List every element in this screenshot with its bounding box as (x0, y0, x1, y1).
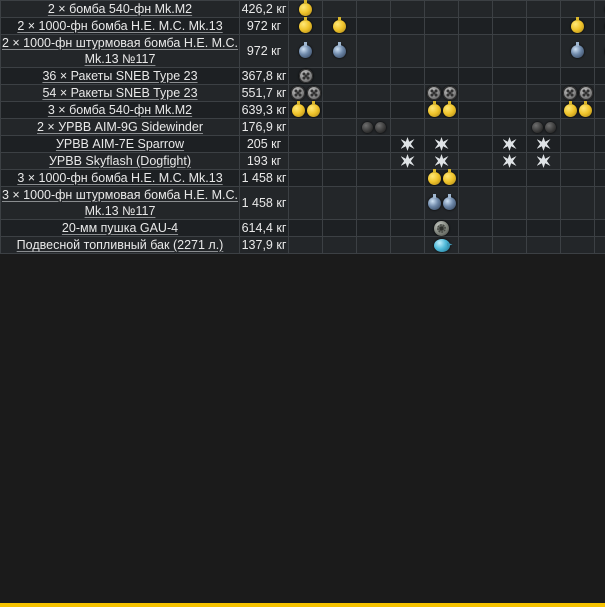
pylon-slot-2[interactable] (323, 153, 357, 170)
radarmissile-icon (537, 154, 551, 168)
rocket-icon (291, 86, 305, 100)
weapon-name-label: 2 × 1000-фн штурмовая бомба H.E. M.C. Mk.13 №117 (1, 36, 239, 66)
weapon-name-cell[interactable] (1, 220, 240, 237)
pylon-slot-3[interactable] (357, 18, 391, 35)
pylon-slot-1[interactable] (289, 170, 323, 187)
pylon-slot-5[interactable] (425, 35, 459, 68)
pylon-slot-4[interactable] (391, 68, 425, 85)
pylon-slot-1[interactable] (289, 18, 323, 35)
radarmissile-icon (401, 154, 415, 168)
slot-icon-group (561, 45, 594, 58)
pylon-slot-5[interactable] (425, 220, 459, 237)
pylon-slot-10[interactable] (595, 220, 605, 237)
radarmissile-icon (503, 154, 517, 168)
weapon-name-label: 3 × 1000-фн штурмовая бомба H.E. M.C. Mk.13 №117 (1, 188, 239, 218)
abomb-icon (299, 45, 312, 58)
pylon-slot-9[interactable] (561, 237, 595, 254)
pylon-slot-6[interactable] (459, 119, 493, 136)
bomb-icon (443, 104, 456, 117)
pylon-slot-7[interactable] (493, 187, 527, 220)
slot-icon-group (425, 86, 458, 100)
pylon-slot-5[interactable] (425, 170, 459, 187)
pylon-slot-6[interactable] (459, 18, 493, 35)
slot-icon-group (425, 197, 458, 210)
pylon-slot-3[interactable] (357, 153, 391, 170)
pylon-slot-9[interactable] (561, 85, 595, 102)
table-row[interactable] (1, 220, 605, 237)
pylon-slot-10[interactable] (595, 187, 605, 220)
radarmissile-icon (537, 137, 551, 151)
pylon-slot-9[interactable] (561, 35, 595, 68)
table-row[interactable] (1, 35, 605, 68)
rocket-icon (427, 86, 441, 100)
pylon-slot-9[interactable] (561, 136, 595, 153)
slot-icon-group (425, 172, 458, 185)
weapon-name-cell[interactable] (1, 102, 240, 119)
weapon-mass-cell: 972 кг (240, 35, 289, 68)
table-row[interactable] (1, 1, 605, 18)
rocket-icon (307, 86, 321, 100)
pylon-slot-1[interactable] (289, 102, 323, 119)
pylon-slot-5[interactable] (425, 18, 459, 35)
slot-icon-group (527, 137, 560, 151)
slot-icon-group (561, 104, 594, 117)
weapon-name-cell[interactable] (1, 85, 240, 102)
weapon-mass-cell: 972 кг (240, 18, 289, 35)
bomb-icon (428, 104, 441, 117)
pylon-slot-9[interactable] (561, 119, 595, 136)
pylon-slot-3[interactable] (357, 1, 391, 18)
pylon-slot-10[interactable] (595, 153, 605, 170)
pylon-slot-2[interactable] (323, 237, 357, 254)
pylon-slot-7[interactable] (493, 18, 527, 35)
pylon-slot-4[interactable] (391, 237, 425, 254)
weapon-mass-cell: 639,3 кг (240, 102, 289, 119)
pylon-slot-3[interactable] (357, 187, 391, 220)
slot-icon-group (289, 69, 322, 83)
slot-icon-group (561, 86, 594, 100)
pylon-slot-7[interactable] (493, 220, 527, 237)
radarmissile-icon (435, 137, 449, 151)
weapon-name-label: 3 × бомба 540-фн Mk.M2 (47, 103, 193, 117)
pylon-slot-3[interactable] (357, 119, 391, 136)
pylon-slot-8[interactable] (527, 170, 561, 187)
pylon-slot-1[interactable] (289, 237, 323, 254)
weapon-mass-cell: 205 кг (240, 136, 289, 153)
pylon-slot-3[interactable] (357, 102, 391, 119)
rocket-icon (563, 86, 577, 100)
weapon-name-cell[interactable] (1, 237, 240, 254)
pylon-slot-1[interactable] (289, 1, 323, 18)
pylon-slot-7[interactable] (493, 136, 527, 153)
slot-icon-group (493, 137, 526, 151)
slot-icon-group (425, 221, 458, 236)
pylon-slot-8[interactable] (527, 237, 561, 254)
weapon-name-cell[interactable] (1, 153, 240, 170)
pylon-slot-8[interactable] (527, 85, 561, 102)
pylon-slot-5[interactable] (425, 102, 459, 119)
pylon-slot-10[interactable] (595, 18, 605, 35)
tank-icon (434, 239, 450, 252)
weapon-name-label: 2 × бомба 540-фн Mk.M2 (47, 2, 193, 16)
pylon-slot-6[interactable] (459, 1, 493, 18)
pylon-slot-4[interactable] (391, 35, 425, 68)
slot-icon-group (289, 104, 322, 117)
pylon-slot-6[interactable] (459, 187, 493, 220)
pylon-slot-10[interactable] (595, 102, 605, 119)
slot-icon-group (527, 122, 560, 133)
pylon-slot-7[interactable] (493, 102, 527, 119)
weapon-name-label: Подвесной топливный бак (2271 л.) (16, 238, 224, 252)
slot-icon-group (595, 20, 605, 33)
slot-icon-group (289, 20, 322, 33)
table-row[interactable] (1, 170, 605, 187)
table-row[interactable] (1, 18, 605, 35)
weapon-name-label: 20-мм пушка GAU-4 (61, 221, 179, 235)
accent-bottom-bar (0, 603, 605, 607)
weapon-name-cell[interactable] (1, 119, 240, 136)
pylon-slot-6[interactable] (459, 170, 493, 187)
pylon-slot-10[interactable] (595, 85, 605, 102)
weapon-name-cell[interactable] (1, 136, 240, 153)
pylon-slot-3[interactable] (357, 85, 391, 102)
weapon-name-cell[interactable] (1, 170, 240, 187)
slot-icon-group (561, 20, 594, 33)
pylon-slot-7[interactable] (493, 1, 527, 18)
slot-icon-group (425, 104, 458, 117)
weapon-mass-cell: 426,2 кг (240, 1, 289, 18)
pylon-slot-2[interactable] (323, 187, 357, 220)
pylon-slot-10[interactable] (595, 119, 605, 136)
radarmissile-icon (401, 137, 415, 151)
abomb-icon (571, 45, 584, 58)
pylon-slot-3[interactable] (357, 220, 391, 237)
pylon-slot-8[interactable] (527, 187, 561, 220)
table-row[interactable] (1, 153, 605, 170)
pylon-slot-4[interactable] (391, 1, 425, 18)
bomb-icon (428, 172, 441, 185)
weapon-name-label: 3 × 1000-фн бомба H.E. M.C. Mk.13 (17, 171, 223, 185)
pylon-slot-1[interactable] (289, 187, 323, 220)
pylon-slot-2[interactable] (323, 136, 357, 153)
slot-icon-group (323, 45, 356, 58)
table-row[interactable] (1, 85, 605, 102)
pylon-slot-5[interactable] (425, 237, 459, 254)
slot-icon-group (493, 154, 526, 168)
table-row[interactable] (1, 119, 605, 136)
pylon-slot-7[interactable] (493, 35, 527, 68)
pylon-slot-9[interactable] (561, 1, 595, 18)
pylon-slot-6[interactable] (459, 237, 493, 254)
pylon-slot-2[interactable] (323, 102, 357, 119)
rocket-icon (299, 69, 313, 83)
slot-icon-group (425, 154, 458, 168)
weapon-mass-cell: 614,4 кг (240, 220, 289, 237)
irmissile-icon (375, 122, 386, 133)
slot-icon-group (527, 154, 560, 168)
pylon-slot-10[interactable] (595, 170, 605, 187)
loadout-table-body (1, 1, 605, 254)
pylon-slot-4[interactable] (391, 187, 425, 220)
pylon-slot-8[interactable] (527, 68, 561, 85)
pylon-slot-9[interactable] (561, 102, 595, 119)
rocket-icon (579, 86, 593, 100)
pylon-slot-8[interactable] (527, 153, 561, 170)
pylon-slot-4[interactable] (391, 119, 425, 136)
slot-icon-group (595, 3, 605, 16)
pylon-slot-3[interactable] (357, 237, 391, 254)
weapon-name-label: 36 × Ракеты SNEB Type 23 (42, 69, 198, 83)
weapon-mass-cell: 551,7 кг (240, 85, 289, 102)
pylon-slot-7[interactable] (493, 68, 527, 85)
pylon-slot-9[interactable] (561, 18, 595, 35)
weapon-name-cell[interactable] (1, 35, 240, 68)
weapon-name-cell[interactable] (1, 18, 240, 35)
bomb-icon (579, 104, 592, 117)
pylon-slot-10[interactable] (595, 237, 605, 254)
pylon-slot-8[interactable] (527, 119, 561, 136)
weapon-mass-cell: 1 458 кг (240, 187, 289, 220)
pylon-slot-3[interactable] (357, 136, 391, 153)
abomb-icon (443, 197, 456, 210)
pylon-slot-9[interactable] (561, 220, 595, 237)
pylon-slot-9[interactable] (561, 68, 595, 85)
pylon-slot-4[interactable] (391, 220, 425, 237)
pylon-slot-8[interactable] (527, 18, 561, 35)
irmissile-icon (532, 122, 543, 133)
weapon-name-cell[interactable] (1, 68, 240, 85)
weapon-name-label: 2 × УРВВ AIM-9G Sidewinder (37, 120, 203, 134)
radarmissile-icon (503, 137, 517, 151)
pylon-slot-2[interactable] (323, 18, 357, 35)
pylon-slot-1[interactable] (289, 153, 323, 170)
weapon-mass-cell: 193 кг (240, 153, 289, 170)
pylon-slot-7[interactable] (493, 153, 527, 170)
pylon-slot-8[interactable] (527, 35, 561, 68)
cannon-icon (434, 221, 449, 236)
pylon-slot-3[interactable] (357, 35, 391, 68)
rocket-icon (443, 86, 457, 100)
bomb-icon (299, 3, 312, 16)
slot-icon-group (289, 45, 322, 58)
weapon-name-cell[interactable] (1, 1, 240, 18)
pylon-slot-2[interactable] (323, 68, 357, 85)
pylon-slot-7[interactable] (493, 237, 527, 254)
pylon-slot-10[interactable] (595, 136, 605, 153)
pylon-slot-4[interactable] (391, 18, 425, 35)
pylon-slot-2[interactable] (323, 220, 357, 237)
pylon-slot-10[interactable] (595, 35, 605, 68)
bomb-icon (292, 104, 305, 117)
pylon-slot-4[interactable] (391, 136, 425, 153)
pylon-slot-4[interactable] (391, 170, 425, 187)
bomb-icon (333, 20, 346, 33)
pylon-slot-9[interactable] (561, 187, 595, 220)
abomb-icon (333, 45, 346, 58)
table-row[interactable] (1, 68, 605, 85)
abomb-icon (428, 197, 441, 210)
pylon-slot-5[interactable] (425, 1, 459, 18)
radarmissile-icon (435, 154, 449, 168)
pylon-slot-4[interactable] (391, 102, 425, 119)
pylon-slot-6[interactable] (459, 102, 493, 119)
slot-icon-group (289, 3, 322, 16)
table-row[interactable] (1, 187, 605, 220)
bomb-icon (564, 104, 577, 117)
pylon-slot-9[interactable] (561, 153, 595, 170)
weapon-name-cell[interactable] (1, 187, 240, 220)
pylon-slot-5[interactable] (425, 85, 459, 102)
irmissile-icon (362, 122, 373, 133)
pylon-slot-7[interactable] (493, 170, 527, 187)
pylon-slot-5[interactable] (425, 119, 459, 136)
slot-icon-group (425, 239, 458, 252)
slot-icon-group (391, 154, 424, 168)
pylon-slot-10[interactable] (595, 1, 605, 18)
weapon-mass-cell: 1 458 кг (240, 170, 289, 187)
weapon-name-label: 54 × Ракеты SNEB Type 23 (42, 86, 198, 100)
pylon-slot-6[interactable] (459, 35, 493, 68)
pylon-slot-1[interactable] (289, 220, 323, 237)
pylon-slot-5[interactable] (425, 153, 459, 170)
pylon-slot-7[interactable] (493, 85, 527, 102)
pylon-slot-2[interactable] (323, 170, 357, 187)
pylon-slot-2[interactable] (323, 119, 357, 136)
slot-icon-group (595, 45, 605, 58)
weapon-name-label: УРВВ Skyflash (Dogfight) (48, 154, 192, 168)
table-row[interactable] (1, 136, 605, 153)
pylon-slot-6[interactable] (459, 136, 493, 153)
weapon-mass-cell: 367,8 кг (240, 68, 289, 85)
pylon-slot-6[interactable] (459, 153, 493, 170)
pylon-slot-8[interactable] (527, 1, 561, 18)
pylon-slot-5[interactable] (425, 68, 459, 85)
weapon-name-label: УРВВ AIM-7E Sparrow (55, 137, 185, 151)
pylon-slot-1[interactable] (289, 136, 323, 153)
table-row[interactable] (1, 102, 605, 119)
pylon-slot-8[interactable] (527, 220, 561, 237)
weapon-name-label: 2 × 1000-фн бомба H.E. M.C. Mk.13 (17, 19, 223, 33)
pylon-slot-3[interactable] (357, 170, 391, 187)
irmissile-icon (545, 122, 556, 133)
pylon-slot-2[interactable] (323, 85, 357, 102)
bomb-icon (443, 172, 456, 185)
pylon-slot-3[interactable] (357, 68, 391, 85)
pylon-slot-8[interactable] (527, 136, 561, 153)
bomb-icon (307, 104, 320, 117)
pylon-slot-1[interactable] (289, 119, 323, 136)
slot-icon-group (357, 122, 390, 133)
pylon-slot-6[interactable] (459, 220, 493, 237)
pylon-slot-1[interactable] (289, 68, 323, 85)
pylon-slot-2[interactable] (323, 35, 357, 68)
pylon-slot-1[interactable] (289, 35, 323, 68)
weapon-mass-cell: 137,9 кг (240, 237, 289, 254)
bomb-icon (299, 20, 312, 33)
pylon-slot-6[interactable] (459, 85, 493, 102)
weapon-loadout-table (0, 0, 605, 254)
slot-icon-group (391, 137, 424, 151)
bomb-icon (571, 20, 584, 33)
pylon-slot-4[interactable] (391, 153, 425, 170)
pylon-slot-5[interactable] (425, 187, 459, 220)
pylon-slot-8[interactable] (527, 102, 561, 119)
pylon-slot-10[interactable] (595, 68, 605, 85)
pylon-slot-4[interactable] (391, 85, 425, 102)
pylon-slot-5[interactable] (425, 136, 459, 153)
slot-icon-group (289, 86, 322, 100)
pylon-slot-6[interactable] (459, 68, 493, 85)
pylon-slot-9[interactable] (561, 170, 595, 187)
slot-icon-group (323, 20, 356, 33)
weapon-mass-cell: 176,9 кг (240, 119, 289, 136)
table-row[interactable] (1, 237, 605, 254)
pylon-slot-7[interactable] (493, 119, 527, 136)
pylon-slot-2[interactable] (323, 1, 357, 18)
pylon-slot-1[interactable] (289, 85, 323, 102)
slot-icon-group (425, 137, 458, 151)
